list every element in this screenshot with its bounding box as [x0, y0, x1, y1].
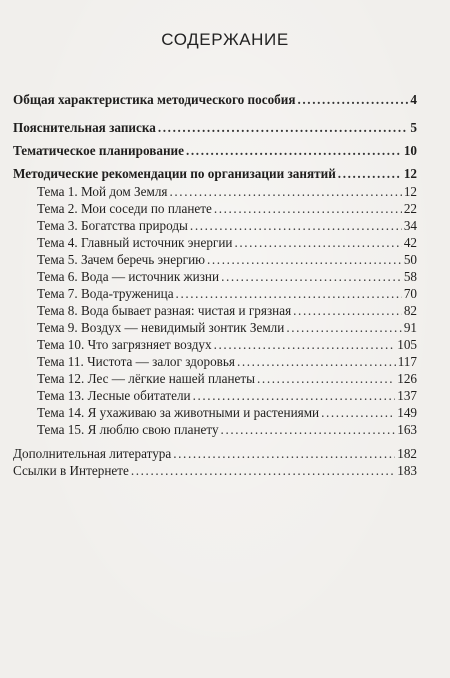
toc-leader-dots	[257, 371, 395, 387]
toc-entry-page: 105	[397, 337, 417, 352]
toc-entry-label: Тема 6. Вода — источник жизни	[37, 269, 220, 284]
toc-leader-dots	[221, 269, 402, 285]
toc-entry-label: Пояснительная записка	[13, 120, 156, 135]
page-title: СОДЕРЖАНИЕ	[161, 30, 289, 49]
toc-entry-label: Дополнительная литература	[13, 446, 172, 461]
toc-leader-dots	[193, 388, 396, 404]
toc-entry	[37, 235, 417, 251]
toc-entry-page: 58	[403, 269, 417, 284]
toc-entry-page: 82	[403, 303, 417, 318]
toc-entry-page: 22	[403, 201, 417, 216]
toc-entry	[37, 184, 417, 200]
toc-leader-dots	[214, 201, 402, 217]
toc-leader-dots	[298, 92, 409, 108]
toc-entry-page: 10	[403, 143, 417, 158]
toc-entry	[37, 371, 417, 387]
toc-entry-page: 12	[403, 184, 417, 199]
toc-leader-dots	[176, 286, 402, 302]
toc-entry	[37, 337, 417, 353]
toc-entry-label: Тема 14. Я ухаживаю за животными и растениями	[37, 405, 320, 420]
toc-entry-page: 91	[403, 320, 417, 335]
toc-entry-label: Тема 2. Мои соседи по планете	[37, 201, 212, 216]
toc-leader-dots	[131, 463, 395, 479]
toc-entry	[37, 201, 417, 217]
toc-entry	[37, 218, 417, 234]
toc-entry-label: Методические рекомендации по организации занятий	[13, 166, 336, 181]
toc-leader-dots	[173, 446, 395, 462]
toc-entry-label: Тема 3. Богатства природы	[37, 218, 188, 233]
toc-entry-page: 117	[397, 354, 417, 369]
toc-entry-page: 183	[397, 463, 417, 478]
toc-entry	[37, 388, 417, 404]
toc-entry	[37, 286, 417, 302]
toc-leader-dots	[338, 166, 402, 182]
toc-entry-label: Тема 15. Я люблю свою планету	[37, 422, 219, 437]
toc-entry-page: 4	[410, 92, 417, 107]
toc-leader-dots	[293, 303, 402, 319]
toc-entry	[37, 269, 417, 285]
toc-entry-label: Тема 4. Главный источник энергии	[37, 235, 233, 250]
toc-entry-page: 163	[397, 422, 417, 437]
toc-entry	[37, 303, 417, 319]
toc-leader-dots	[221, 422, 396, 438]
toc-entry-page: 182	[397, 446, 417, 461]
toc-entry-page: 5	[410, 120, 417, 135]
toc-entry	[13, 166, 417, 182]
toc-entry-page: 126	[397, 371, 417, 386]
toc-leader-dots	[286, 320, 402, 336]
toc-entry	[37, 252, 417, 268]
toc-entry-label: Тема 5. Зачем беречь энергию	[37, 252, 205, 267]
toc-entry-label: Ссылки в Интернете	[13, 463, 129, 478]
toc-entry-page: 42	[403, 235, 417, 250]
toc-entry	[13, 463, 417, 479]
toc-entry-label: Тема 9. Воздух — невидимый зонтик Земли	[37, 320, 285, 335]
toc-leader-dots	[321, 405, 395, 421]
toc-leader-dots	[207, 252, 402, 268]
toc-entry-label: Общая характеристика методического пособия	[13, 92, 296, 107]
toc-entry	[13, 92, 417, 108]
toc-leader-dots	[186, 143, 402, 159]
toc-entry-label: Тема 12. Лес — лёгкие нашей планеты	[37, 371, 256, 386]
toc-entry	[37, 354, 417, 370]
toc-leader-dots	[170, 184, 402, 200]
toc-entry	[13, 446, 417, 462]
toc-entry-label: Тема 11. Чистота — залог здоровья	[37, 354, 235, 369]
toc-entry-label: Тема 13. Лесные обитатели	[37, 388, 191, 403]
toc-entry-page: 137	[397, 388, 417, 403]
toc-entry-label: Тема 10. Что загрязняет воздух	[37, 337, 212, 352]
toc-entry-page: 12	[403, 166, 417, 181]
toc-leader-dots	[158, 120, 409, 136]
toc-entry	[13, 120, 417, 136]
toc-entry-label: Тема 1. Мой дом Земля	[37, 184, 168, 199]
toc-entry-page: 149	[397, 405, 417, 420]
toc-entry-page: 34	[403, 218, 417, 233]
toc-entry-label: Тематическое планирование	[13, 143, 184, 158]
toc-entry	[37, 320, 417, 336]
toc-entry-page: 70	[403, 286, 417, 301]
toc-entry-label: Тема 7. Вода-труженица	[37, 286, 174, 301]
toc-entry-label: Тема 8. Вода бывает разная: чистая и грязная	[37, 303, 292, 318]
toc-leader-dots	[214, 337, 396, 353]
toc-leader-dots	[234, 235, 401, 251]
toc-leader-dots	[237, 354, 396, 370]
toc-entry	[13, 143, 417, 159]
toc-entry-page: 50	[403, 252, 417, 267]
toc-entry	[37, 405, 417, 421]
toc-leader-dots	[190, 218, 402, 234]
toc-entry	[37, 422, 417, 438]
